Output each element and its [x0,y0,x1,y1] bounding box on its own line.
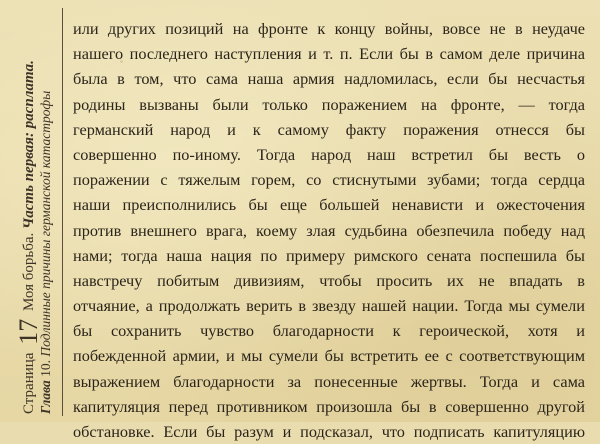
text-line: германский народ и к самому факту поражения отнесся бы [73,119,585,139]
sidebar-divider [62,8,63,416]
text-line: против внешнего врага, коему злая судьбина обезпечила победу над [73,220,585,240]
text-line: выражением благодарности за понесенные жертвы. Тогда и сама [73,371,585,391]
text-line: наши преисполнились бы еще большей ненависти и ожесточения [73,195,585,215]
part-title: Часть первая: расплата. [21,60,37,229]
text-line: бы сохранить чувство благодарности к героической, хотя и [73,321,585,341]
text-line: родины вызваны были только поражением на фронте, — тогда [73,94,585,114]
page-label: Страница [21,352,37,414]
body-text [73,16,585,444]
chapter-label: Глава [38,380,53,414]
text-line: нашего последнего наступления и т. п. Если бы в самом деле причина [73,44,585,64]
text-line: была в том, что сама наша армия надломилась, если бы несчастья [73,69,585,89]
text-line: нами; тогда наша нация по примеру римского сената поспешила бы [73,245,585,265]
text-line: обстановке. Если бы разум и подсказал, что подписать капитуляцию [73,422,585,441]
text-line: побежденной армии, и мы сумели бы встретить ее с соответствующим [73,346,585,366]
text-line: или других позиций на фронте к концу войны, вовсе не в неудаче [73,19,585,38]
text-line: поражении с тяжелым горем, со стиснутыми зубами; тогда сердца [73,170,585,190]
page-number: 17 [14,318,43,345]
text-line: навстречу побитым дивизиям, чтобы просить их не впадать в [73,270,585,290]
chapter-title: Подлинные причины германской катастрофы [38,90,53,357]
text-line: совершенно по-иному. Тогда народ наш встретил бы весть о [73,144,585,164]
text-line: отчаяние, а продолжать верить в звезду нашей нации. Тогда мы сумели [73,296,585,316]
chapter-number: 10. [38,359,53,377]
text-line: капитуляция перед противником произошла бы в совершенно другой [73,396,585,416]
book-title: Моя борьба. [21,232,37,312]
running-header-sidebar [0,0,70,422]
